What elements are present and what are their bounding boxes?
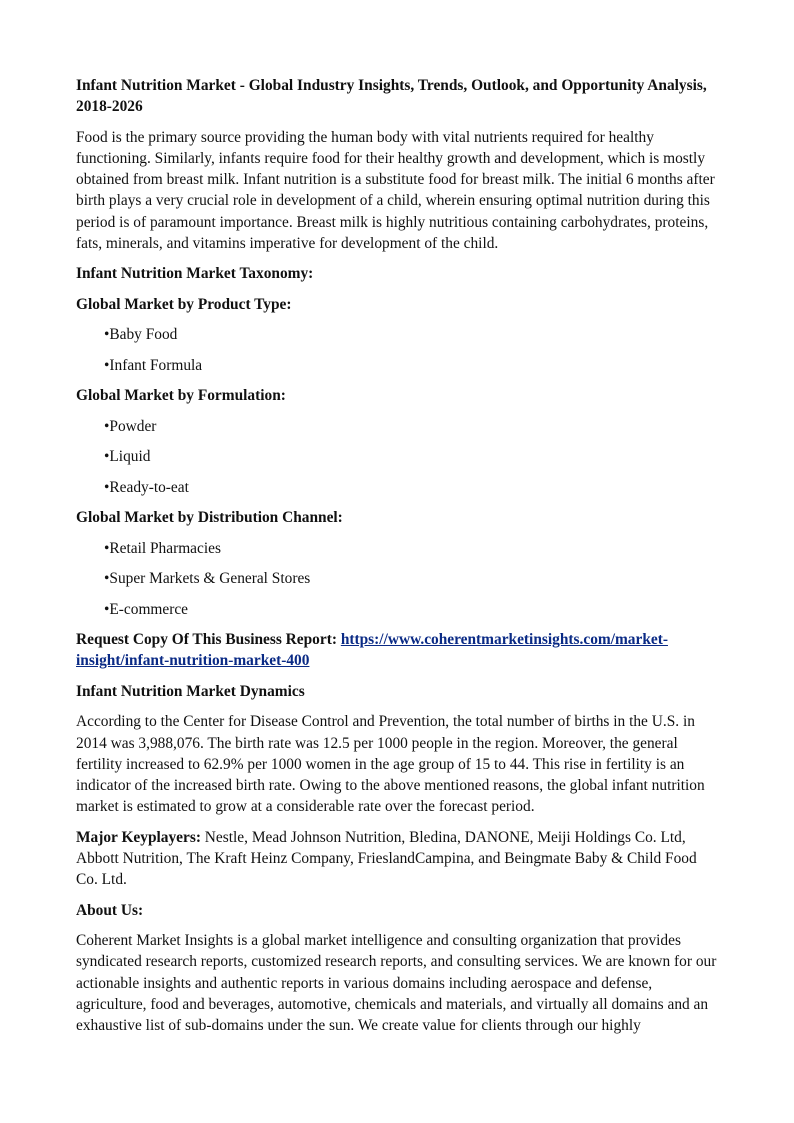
list-item-retail-pharmacies: •Retail Pharmacies — [104, 539, 221, 557]
taxonomy-heading: Infant Nutrition Market Taxonomy: — [76, 265, 314, 283]
dynamics-heading: Infant Nutrition Market Dynamics — [76, 682, 305, 700]
list-item-e-commerce: •E-commerce — [104, 600, 189, 618]
list-item-powder: •Powder — [104, 417, 157, 435]
dynamics-paragraph: According to the Center for Disease Control and Prevention, the total number of births in the U.S. in 2014 was 3,988,076. The birth rate was 12.5 per 1000 people in the region. Moreover, the general fertility increased to 62.9% per 1000 women in the age group of 15 to 44. This rise in fertility is an indicator of the increased birth rate. Owing to the above mentioned reasons, the global infant nutrition market is estimated to grow at a considerable rate over the forecast period. — [76, 713, 705, 816]
about-heading: About Us: — [76, 901, 144, 919]
list-item-baby-food: •Baby Food — [104, 326, 178, 344]
product-type-heading: Global Market by Product Type: — [76, 295, 292, 313]
keyplayers-text: Nestle, Mead Johnson Nutrition, Bledina, DANONE, Meiji Holdings Co. Ltd, Abbott Nutrition, The Kraft Heinz Company, FrieslandCampina, and Beingmate Baby & Child Food Co. Ltd. — [76, 828, 697, 889]
list-item-liquid: •Liquid — [104, 448, 151, 466]
keyplayers-label: Major Keyplayers: — [76, 828, 201, 846]
list-item-ready-to-eat: •Ready-to-eat — [104, 478, 189, 496]
distribution-heading: Global Market by Distribution Channel: — [76, 509, 343, 527]
intro-paragraph: Food is the primary source providing the human body with vital nutrients required for healthy functioning. Similarly, infants require food for their healthy growth and development, which is mostly obtained from breast milk. Infant nutrition is a substitute food for breast milk. The initial 6 months after birth plays a very crucial role in development of a child, wherein ensuring optimal nutrition during this period is of paramount importance. Breast milk is highly nutritious containing carbohydrates, proteins, fats, minerals, and vitamins imperative for development of the child. — [76, 128, 715, 252]
about-paragraph: Coherent Market Insights is a global market intelligence and consulting organization that provides syndicated research reports, customized research reports, and consulting services. We are known for our actionable insights and authentic reports in various domains including aerospace and defense, agriculture, food and beverages, automotive, chemicals and materials, and virtually all domains and an exhaustive list of sub-domains under the sun. We create value for clients through our highly — [76, 932, 717, 1034]
document-title: Infant Nutrition Market - Global Industry Insights, Trends, Outlook, and Opportunity Analysis, 2018-2026 — [76, 77, 707, 116]
request-copy-label: Request Copy Of This Business Report: — [76, 631, 341, 649]
request-copy-paragraph — [76, 629, 722, 671]
keyplayers-paragraph — [76, 827, 722, 891]
report-link[interactable]: https://www.coherentmarketinsights.com/market-insight/infant-nutrition-market-400 — [76, 631, 668, 670]
formulation-heading: Global Market by Formulation: — [76, 387, 286, 405]
document-page — [76, 75, 722, 1045]
list-item-infant-formula: •Infant Formula — [104, 356, 203, 374]
list-item-super-markets: •Super Markets & General Stores — [104, 570, 311, 588]
